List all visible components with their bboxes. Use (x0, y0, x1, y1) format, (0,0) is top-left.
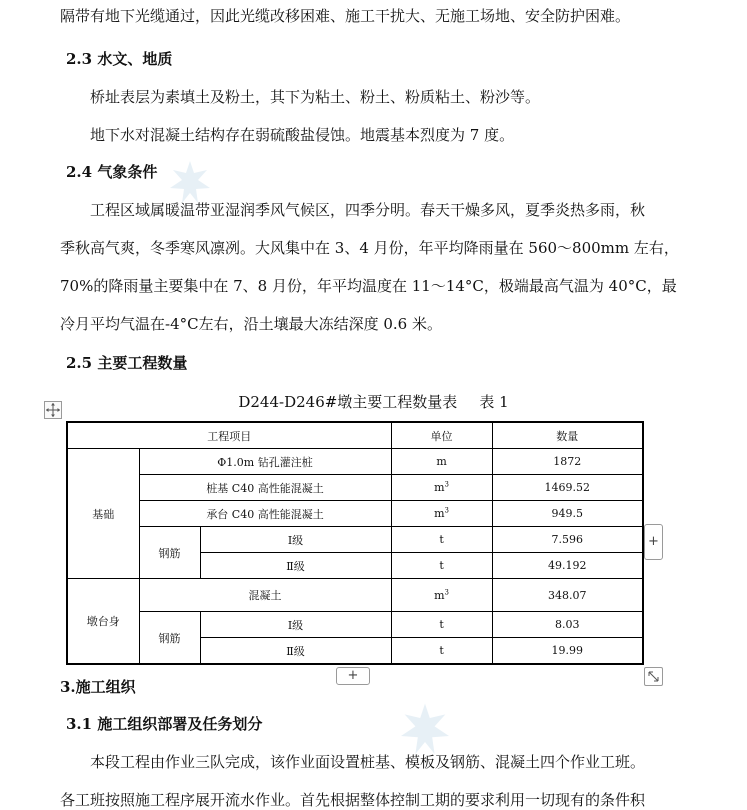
rebar-cell: 钢筋 (139, 527, 200, 579)
add-row-button[interactable]: + (336, 667, 370, 685)
table-row (67, 501, 643, 527)
table-header-row (67, 422, 643, 449)
paragraph-line: 地下水对混凝土结构存在弱硫酸盐侵蚀。地震基本烈度为 7 度。 (90, 126, 515, 144)
qty-cell: 49.192 (492, 553, 643, 579)
qty-cell: 949.5 (492, 501, 643, 527)
header-item: 工程项目 (67, 422, 391, 449)
table-number: 表 1 (479, 393, 509, 411)
paragraph-line: 季秋高气爽，冬季寒风凛冽。大风集中在 3、4 月份，年平均降雨量在 560～800mm 左右， (60, 239, 679, 257)
table-row (67, 449, 643, 475)
header-qty: 数量 (492, 422, 643, 449)
header-unit: 单位 (391, 422, 492, 449)
qty-cell: 348.07 (492, 579, 643, 612)
watermark-logo-icon (395, 700, 455, 760)
paragraph-line: 隔带有地下光缆通过，因此光缆改移困难、施工干扰大、无施工场地、安全防护困难。 (60, 7, 631, 25)
qty-cell: 8.03 (492, 612, 643, 638)
unit-cell: t (391, 612, 492, 638)
item-cell: Ⅱ级 (200, 638, 391, 665)
heading-2-4: 2.4 气象条件 (66, 163, 158, 181)
item-cell: 混凝土 (139, 579, 391, 612)
unit-cell: $m^3$ (391, 579, 492, 612)
quantity-table (66, 421, 644, 665)
watermark-logo-icon (165, 158, 215, 208)
unit-cell: t (391, 527, 492, 553)
item-cell: Φ1.0m 钻孔灌注桩 (139, 449, 391, 475)
unit-cell: $m^3$ (391, 501, 492, 527)
resize-icon[interactable] (644, 667, 663, 686)
unit-cell: m (391, 449, 492, 475)
table-row (67, 527, 643, 553)
rebar-cell: 钢筋 (139, 612, 200, 665)
item-cell: 桩基 C40 高性能混凝土 (139, 475, 391, 501)
qty-cell: 19.99 (492, 638, 643, 665)
item-cell: 承台 C40 高性能混凝土 (139, 501, 391, 527)
paragraph-line: 冷月平均气温在-4°C左右，沿土壤最大冻结深度 0.6 米。 (60, 315, 442, 333)
heading-3: 3.施工组织 (60, 678, 136, 696)
group-cell-pier: 墩台身 (67, 579, 139, 665)
table-row (67, 579, 643, 612)
heading-3-1: 3.1 施工组织部署及任务划分 (66, 715, 263, 733)
table-caption (0, 392, 747, 412)
qty-cell: 1469.52 (492, 475, 643, 501)
heading-2-3: 2.3 水文、地质 (66, 50, 173, 68)
paragraph-line: 桥址表层为素填土及粉土，其下为粘土、粉土、粉质粘土、粉沙等。 (90, 88, 541, 106)
paragraph-line: 各工班按照施工程序展开流水作业。首先根据整体控制工期的要求利用一切现有的条件积 (60, 791, 646, 809)
item-cell: Ⅰ级 (200, 612, 391, 638)
item-cell: Ⅰ级 (200, 527, 391, 553)
table-row (67, 475, 643, 501)
heading-2-5: 2.5 主要工程数量 (66, 354, 188, 372)
group-cell-foundation: 基础 (67, 449, 139, 579)
qty-cell: 7.596 (492, 527, 643, 553)
paragraph-line: 70%的降雨量主要集中在 7、8 月份，年平均温度在 11～14°C，极端最高气温为 40°C，最 (60, 277, 677, 295)
item-cell: Ⅱ级 (200, 553, 391, 579)
table-title: D244-D246#墩主要工程数量表 (238, 393, 458, 411)
paragraph-line: 工程区域属暖温带亚湿润季风气候区，四季分明。春天干燥多风，夏季炎热多雨，秋 (90, 201, 646, 219)
move-icon[interactable] (44, 401, 62, 419)
unit-cell: t (391, 553, 492, 579)
unit-cell: t (391, 638, 492, 665)
table-row (67, 612, 643, 638)
paragraph-line: 本段工程由作业三队完成，该作业面设置桩基、模板及钢筋、混凝土四个作业工班。 (90, 753, 646, 771)
add-column-button[interactable]: + (644, 524, 663, 560)
qty-cell: 1872 (492, 449, 643, 475)
unit-cell: $m^3$ (391, 475, 492, 501)
